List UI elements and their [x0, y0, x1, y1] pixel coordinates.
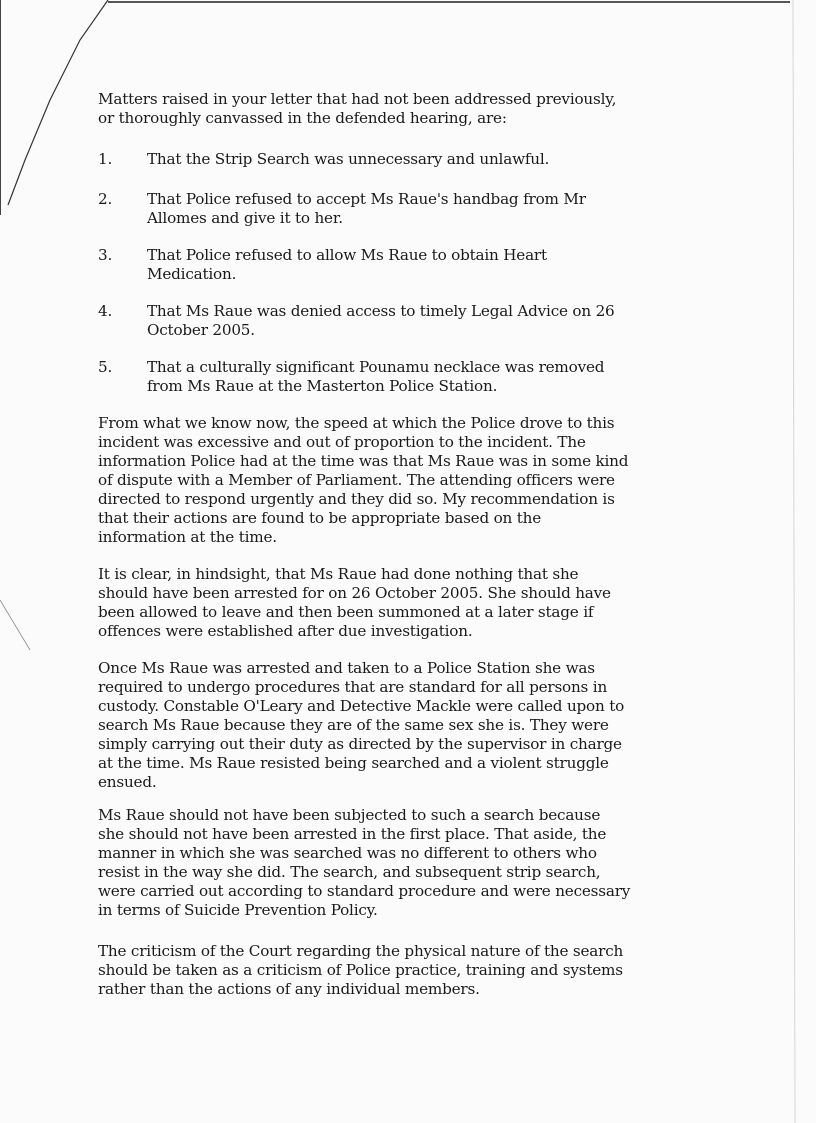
- text-line: should have been arrested for on 26 October 2005. She should have: [98, 584, 611, 602]
- text-line: or thoroughly canvassed in the defended hearing, are:: [98, 109, 507, 127]
- text-line: from Ms Raue at the Masterton Police Station.: [147, 377, 498, 395]
- text-line: of dispute with a Member of Parliament. The attending officers were: [98, 471, 615, 489]
- text-line: Ms Raue should not have been subjected to such a search because: [98, 806, 601, 824]
- list-number: 4.: [98, 302, 113, 320]
- text-line: That Police refused to allow Ms Raue to obtain Heart: [147, 246, 547, 264]
- text-line: she should not have been arrested in the first place. That aside, the: [98, 825, 607, 843]
- text-line: That Police refused to accept Ms Raue's handbag from Mr: [147, 190, 586, 208]
- paragraph-speed: [98, 414, 658, 547]
- text-line: at the time. Ms Raue resisted being searched and a violent struggle: [98, 754, 609, 772]
- text-line: in terms of Suicide Prevention Policy.: [98, 901, 378, 919]
- text-line: information at the time.: [98, 528, 277, 546]
- intro-paragraph: [98, 90, 658, 128]
- text-line: that their actions are found to be appropriate based on the: [98, 509, 542, 527]
- text-line: It is clear, in hindsight, that Ms Raue had done nothing that she: [98, 565, 579, 583]
- list-number: 5.: [98, 358, 113, 376]
- text-line: The criticism of the Court regarding the physical nature of the search: [98, 942, 624, 960]
- list-number: 2.: [98, 190, 113, 208]
- list-number: 3.: [98, 246, 113, 264]
- text-line: resist in the way she did. The search, and subsequent strip search,: [98, 863, 601, 881]
- text-line: That Ms Raue was denied access to timely Legal Advice on 26: [147, 302, 615, 320]
- paragraph-search: [98, 806, 658, 920]
- text-line: October 2005.: [147, 321, 255, 339]
- text-line: Matters raised in your letter that had not been addressed previously,: [98, 90, 617, 108]
- text-line: ensued.: [98, 773, 157, 791]
- paragraph-hindsight: [98, 565, 658, 641]
- text-line: Allomes and give it to her.: [147, 209, 343, 227]
- text-line: were carried out according to standard procedure and were necessary: [98, 882, 631, 900]
- text-line: From what we know now, the speed at which the Police drove to this: [98, 414, 615, 432]
- text-line: been allowed to leave and then been summoned at a later stage if: [98, 603, 594, 621]
- text-line: Medication.: [147, 265, 237, 283]
- text-line: manner in which she was searched was no different to others who: [98, 844, 597, 862]
- text-line: rather than the actions of any individual members.: [98, 980, 480, 998]
- text-line: Once Ms Raue was arrested and taken to a Police Station she was: [98, 659, 595, 677]
- paragraph-arrest: [98, 659, 658, 792]
- text-line: should be taken as a criticism of Police practice, training and systems: [98, 961, 623, 979]
- text-line: simply carrying out their duty as directed by the supervisor in charge: [98, 735, 622, 753]
- text-line: offences were established after due investigation.: [98, 622, 473, 640]
- text-line: That a culturally significant Pounamu necklace was removed: [147, 358, 605, 376]
- text-line: information Police had at the time was that Ms Raue was in some kind: [98, 452, 629, 470]
- text-line: That the Strip Search was unnecessary and unlawful.: [147, 150, 550, 168]
- paragraph-criticism: [98, 942, 658, 999]
- text-line: directed to respond urgently and they did so. My recommendation is: [98, 490, 615, 508]
- text-line: search Ms Raue because they are of the same sex she is. They were: [98, 716, 609, 734]
- list-number: 1.: [98, 150, 113, 168]
- text-line: required to undergo procedures that are standard for all persons in: [98, 678, 608, 696]
- text-line: incident was excessive and out of proportion to the incident. The: [98, 433, 586, 451]
- text-line: custody. Constable O'Leary and Detective Mackle were called upon to: [98, 697, 625, 715]
